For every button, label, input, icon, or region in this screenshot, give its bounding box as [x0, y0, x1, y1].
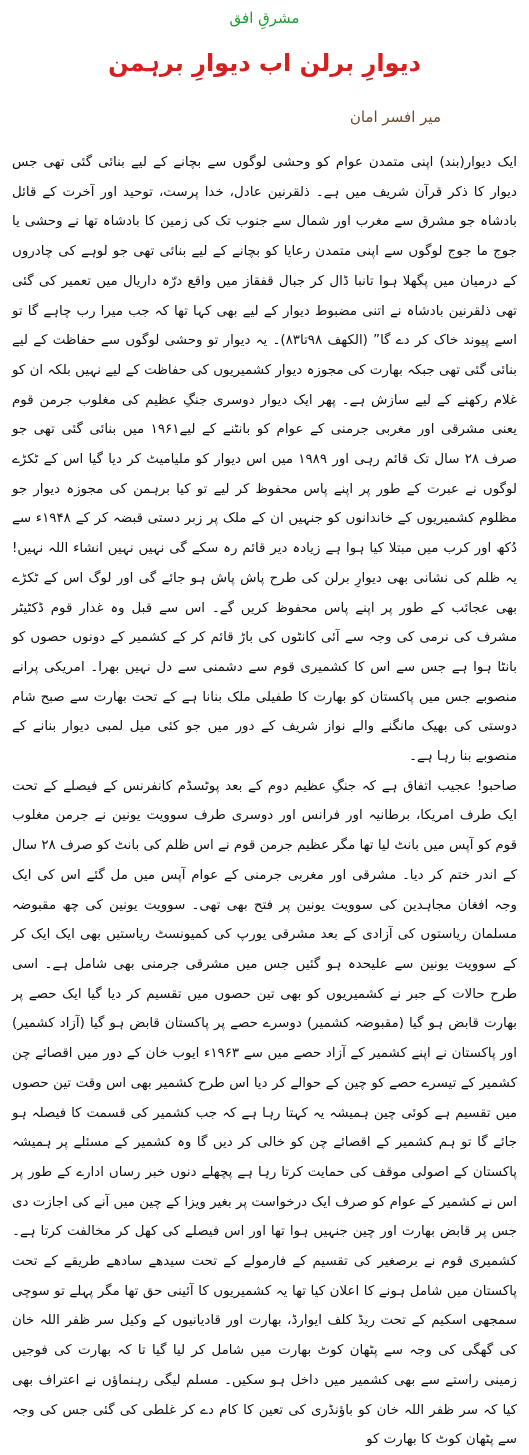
- article-title: دیوارِ برلن اب دیوارِ برہمن: [108, 49, 421, 77]
- article-body: [12, 148, 518, 1448]
- author-name: میر افسر امان: [349, 108, 441, 126]
- article-header: [0, 8, 529, 80]
- column-name: مشرقِ افق: [229, 9, 300, 27]
- body-paragraph: صاحبو! عجیب اتفاق ہے کہ جنگِ عظیم دوم کے بعد پوٹسڈم کانفرنس کے فیصلے کے تحت ایک طرف امریکا، برطانیہ اور فرانس اور دوسری طرف سوویت یونین نے جرمن مغلوب قوم کو آپس میں بانٹ لیا تھا مگر عظیم جرمن قوم نے اس ظلم کی بانٹ کو صرف ۲۸ سال کے اندر ختم کر دیا۔ مشرقی اور مغربی جرمنی کے عوام آپس میں مل گئے اس کی ایک وجہ افغان مجاہدین کی سوویت یونین پر فتح بھی تھی۔ سوویت یونین کی چھ مقبوضہ مسلمان ریاستوں کی آزادی کے بعد مشرقی یورپ کی کمیونسٹ ریاستیں بھی ایک ایک کر کے سوویت یونین سے علیحدہ ہو گئیں جس میں مشرقی جرمنی بھی شامل ہے۔ اسی طرح حالات کے جبر نے کشمیریوں کو بھی تین حصوں میں تقسیم کر دیا گیا ایک حصے پر بھارت قابض ہو گیا (مقبوضہ کشمیر) دوسرے حصے پر پاکستان قابض ہو گیا (آزاد کشمیر) اور پاکستان نے اپنے کشمیر کے آزاد حصے میں سے ۱۹۶۳ء ایوب خان کے دور میں اقصائے چن کشمیر کے تیسرے حصے کو چین کے حوالے کر دیا اس طرح کشمیر بھی اس وقت تین حصوں میں تقسیم ہے کوئی چین ہمیشہ یہ کہتا رہا ہے کہ جب کشمیر کی قسمت کا فیصلہ ہو جائے گا تو ہم کشمیر کے اقصائے چن کو خالی کر دیں گا وہ کشمیر کے مسئلے پر ہمیشہ پاکستان کے اصولی موقف کی حمایت کرتا رہا ہے پچھلے دنوں خبر رساں ادارے کے طور پر اس نے کشمیر کے عوام کو صرف ایک درخواست پر بغیر ویزا کے چین میں آنے کی اجازت دی جس پر قابض بھارت اور چین جنہیں ہوا تھا اور اس فیصلے کی کھل کر مخالفت کرتا ہے۔ کشمیری قوم نے برصغیر کی تقسیم کے فارمولے کے تحت سیدھے سادھے طریقے کے تحت پاکستان میں شامل ہونے کا اعلان کیا تھا یہ کشمیریوں کا آئینی حق تھا مگر پہلے تو سوچی سمجھی اسکیم کے تحت ریڈ کلف ایوارڈ، بھارت اور قادیانیوں کے وکیل سر ظفر اللہ خان کی گھگی کی وجہ سے پٹھان کوٹ بھارت میں شامل کر لیا گیا تا کہ بھارت کی فوجیں زمینی راستے سے بھی کشمیر میں داخل ہو سکیں۔ مسلم لیگی رہنماؤں نے اعتراف بھی کیا کہ سر ظفر اللہ خان کو باؤنڈری کی تعین کا کام دے کر غلطی کی گئی جس کی وجہ سے پٹھان کوٹ کا بھارت کو: [12, 778, 518, 1448]
- body-paragraph: ایک دیوار(بند) اپنی متمدن عوام کو وحشی لوگوں سے بچانے کے لیے بنائی گئی تھی جس دیوار کا ذکر قرآن شریف میں ہے۔ ذلقرنین عادل، خدا پرست، توحید اور آخرت کے قائل بادشاہ جو مشرق سے مغرب اور شمال سے جنوب تک کی زمین کا بادشاہ تھا نے وحشی یا جوج ما جوج لوگوں سے اپنی متمدن رعایا کو بچانے کے لیے بنائی تھی جو لوہے کی چادروں کے درمیان میں پگھلا ہوا تانبا ڈال کر جبال قفقاز میں واقع درّہ داریال میں تعمیر کی گئی تھی ذلقرنین بادشاہ نے اتنی مضبوط دیوار کے لیے بھی کہا تھا کہ جب میرا رب چاہے گا تو اسے پیوند خاک کر دے گا” (الکھف ۹۸تا۸۳)۔ یہ دیوار تو وحشی لوگوں سے حفاظت کے لیے بنائی گئی تھی جبکہ بھارت کی مجوزہ دیوار کشمیریوں کی حفاظت کے لیے نہیں بلکہ ان کو غلام رکھنے کے لیے سازش ہے۔ پھر ایک دیوار دوسری جنگِ عظیم کی مغلوب جرمن قوم یعنی مشرقی اور مغربی جرمنی کے عوام کو بانٹنے کے لیے۱۹۶۱ میں بنائی گئی تھی جو صرف ۲۸ سال تک قائم رہی اور ۱۹۸۹ میں اس دیوار کو ملیامیٹ کر دیا گیا اس کے ٹکڑے لوگوں نے عبرت کے طور پر اپنے پاس محفوظ کر لیے تو کیا برہمن کی مجوزہ دیوار جو مظلوم کشمیریوں کے خاندانوں کو جنہیں ان کے ملک پر زبر دستی قبضہ کر کے ۱۹۴۸ء سے دُکھ اور کرب میں مبتلا کیا ہوا ہے زیادہ دیر قائم رہ سکے گی نہیں نہیں انشاء اللہ نہیں! یہ ظلم کی نشانی بھی دیوارِ برلن کی طرح پاش پاش ہو جائے گی اور لوگ اس کے ٹکڑے بھی عجائب کے طور پر اپنے پاس محفوظ کریں گے۔ اس سے قبل وہ غدار قوم ڈکٹیٹر مشرف کی نرمی کی وجہ سے آئی کانٹوں کی باڑ قائم کر کے کشمیر کے دونوں حصوں کو بانٹا ہوا ہے جس سے اس کا کشمیری قوم سے دشمنی سے دل نہیں بھرا۔ امریکی پرانے منصوبے جس میں پاکستان کو بھارت کا طفیلی ملک بنانا ہے کے تحت بھارت سے صبح شام دوستی کی بھیک مانگنے والے نواز شریف کے دور میں جو کئی میل لمبی دیوار بنانے کے منصوبے بنا رہا ہے۔: [12, 155, 518, 765]
